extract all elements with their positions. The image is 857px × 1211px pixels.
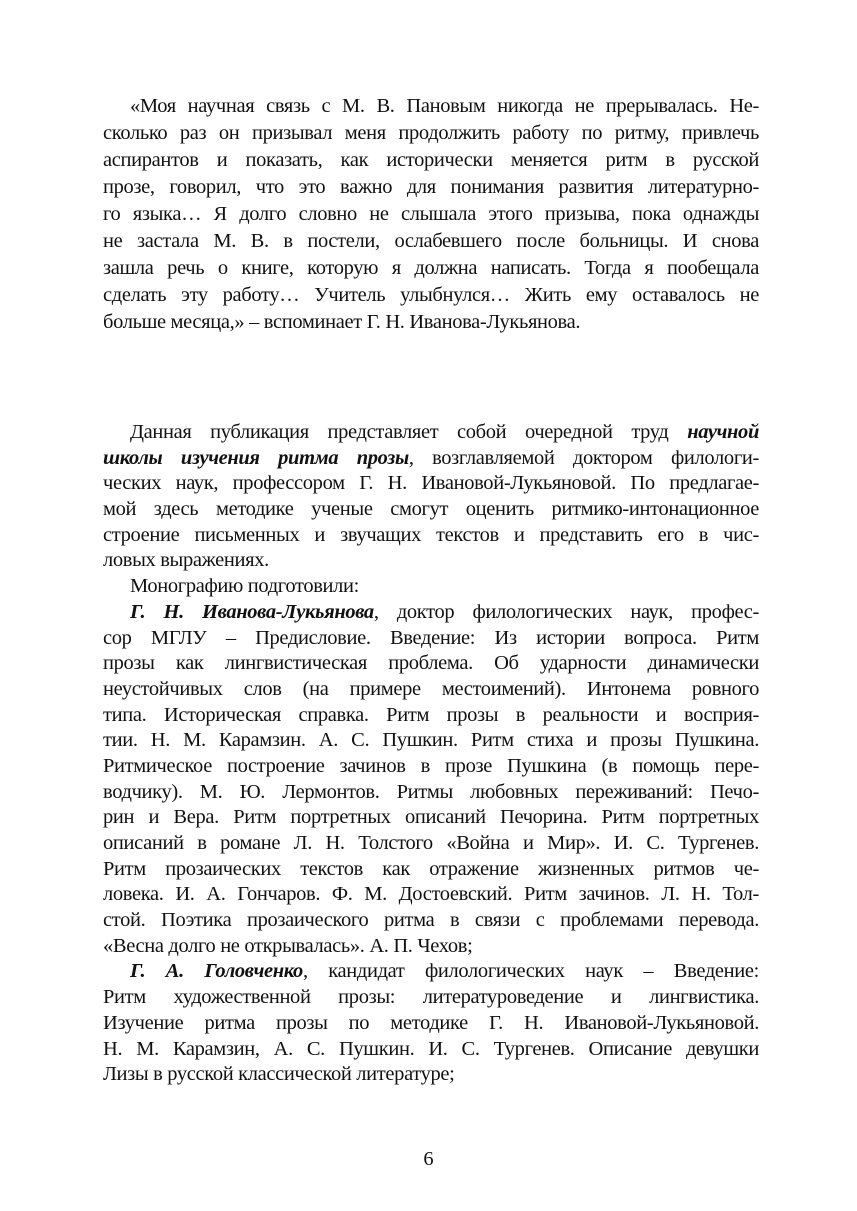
text-segment: Лизы в русской классической литературе;: [103, 1063, 455, 1086]
text-segment: ческих наук, профессором Г. Н. Ивановой-Лукьяновой. По предлагае-: [103, 472, 759, 495]
text-line: [103, 754, 759, 780]
text-line: [103, 147, 759, 174]
text-line: [103, 908, 759, 934]
text-segment: описаний в романе Л. Н. Толстого «Война и Мир». И. С. Тургенев.: [103, 832, 759, 854]
text-line: [103, 201, 759, 228]
text-segment: , возглавляемой доктором филологи-: [408, 446, 759, 469]
text-line: [103, 309, 759, 336]
text-line: [103, 780, 759, 806]
text-line: [103, 934, 759, 960]
text-segment: Монографию подготовили:: [130, 575, 360, 598]
text-line: [103, 574, 759, 600]
text-segment: типа. Историческая справка. Ритм прозы в реальности и восприя-: [103, 703, 759, 726]
text-line: [103, 228, 759, 255]
text-segment: сор МГЛУ – Предисловие. Введение: Из истории вопроса. Ритм: [103, 626, 759, 649]
text-segment: водчику). М. Ю. Лермонтов. Ритмы любовных переживаний: Печо-: [103, 780, 759, 803]
text-segment: «Весна долго не открывалась». А. П. Чехов;: [103, 934, 473, 957]
text-line: [103, 882, 759, 908]
text-segment: Ритмическое построение зачинов в прозе Пушкина (в помощь пере-: [103, 754, 759, 777]
text-line: [103, 548, 759, 574]
text-line: [103, 93, 759, 120]
text-line: [103, 1037, 759, 1063]
text-segment: аспирантов и показать, как исторически меняется ритм в русской: [103, 149, 759, 171]
text-segment: тии. Н. М. Карамзин. А. С. Пушкин. Ритм стиха и прозы Пушкина.: [103, 729, 759, 752]
text-line: [103, 831, 759, 857]
emphasis-text: Г. Н. Иванова-Лукьянова: [130, 600, 374, 623]
text-line: [103, 282, 759, 309]
quote-block: [103, 93, 759, 336]
text-line: [103, 805, 759, 831]
text-segment: строение письменных и звучащих текстов и представить его в чис-: [103, 523, 759, 546]
text-segment: «Моя научная связь с М. В. Пановым никогда не прерывалась. Не-: [130, 95, 759, 117]
text-line: [103, 651, 759, 677]
emphasis-text: школы изучения ритма прозы: [103, 446, 409, 469]
text-segment: ловых выражениях.: [103, 549, 269, 572]
text-segment: зашла речь о книге, которую я должна написать. Тогда я пообещала: [103, 257, 759, 279]
text-segment: не застала М. В. в постели, ослабевшего после больницы. И снова: [103, 230, 759, 252]
text-segment: ловека. И. А. Гончаров. Ф. М. Достоевский. Ритм зачинов. Л. Н. Тол-: [103, 883, 759, 906]
text-segment: неустойчивых слов (на примере местоимений). Интонема ровного: [103, 677, 759, 700]
text-segment: , доктор филологических наук, профес-: [373, 600, 759, 623]
text-line: [103, 471, 759, 497]
text-segment: прозе, говорил, что это важно для понимания развития литературно-: [103, 176, 759, 198]
text-line: [103, 120, 759, 147]
text-segment: рин и Вера. Ритм портретных описаний Печорина. Ритм портретных: [103, 806, 759, 829]
text-line: [103, 677, 759, 703]
text-segment: Н. М. Карамзин, А. С. Пушкин. И. С. Тургенев. Описание девушки: [103, 1037, 759, 1060]
text-line: [103, 626, 759, 652]
body-text-block: [103, 420, 759, 1088]
text-line: [103, 857, 759, 883]
text-line: [103, 600, 759, 626]
text-segment: , кандидат филологических наук – Введение:: [302, 960, 759, 983]
text-line: [103, 523, 759, 549]
text-line: [103, 985, 759, 1011]
text-line: [103, 174, 759, 201]
text-line: [103, 446, 759, 472]
text-line: [103, 1062, 759, 1088]
text-line: [103, 959, 759, 985]
text-segment: Данная публикация представляет собой очередной труд: [130, 421, 688, 443]
text-line: [103, 497, 759, 523]
text-segment: сделать эту работу… Учитель улыбнулся… Жить ему оставалось не: [103, 284, 759, 306]
text-segment: прозы как лингвистическая проблема. Об ударности динамически: [103, 652, 759, 675]
text-line: [103, 1011, 759, 1037]
emphasis-text: научной: [687, 421, 759, 443]
text-line: [103, 703, 759, 729]
text-line: [103, 420, 759, 446]
page-number: 6: [423, 1148, 434, 1170]
text-line: [103, 255, 759, 282]
text-segment: Изучение ритма прозы по методике Г. Н. Ивановой-Лукьяновой.: [103, 1011, 759, 1034]
text-segment: Ритм художественной прозы: литературоведение и лингвистика.: [103, 986, 759, 1009]
text-segment: го языка… Я долго словно не слышала этого призыва, пока однажды: [103, 203, 759, 225]
text-segment: Ритм прозаических текстов как отражение жизненных ритмов че-: [103, 857, 759, 880]
text-line: [103, 728, 759, 754]
text-segment: сколько раз он призывал меня продолжить работу по ритму, привлечь: [103, 122, 759, 144]
text-segment: больше месяца,» – вспоминает Г. Н. Иванова-Лукьянова.: [103, 311, 581, 333]
text-segment: мой здесь методике ученые смогут оценить ритмико-интонационное: [103, 498, 759, 521]
emphasis-text: Г. А. Головченко: [130, 960, 303, 983]
text-segment: стой. Поэтика прозаического ритма в связи с проблемами перевода.: [103, 909, 759, 932]
